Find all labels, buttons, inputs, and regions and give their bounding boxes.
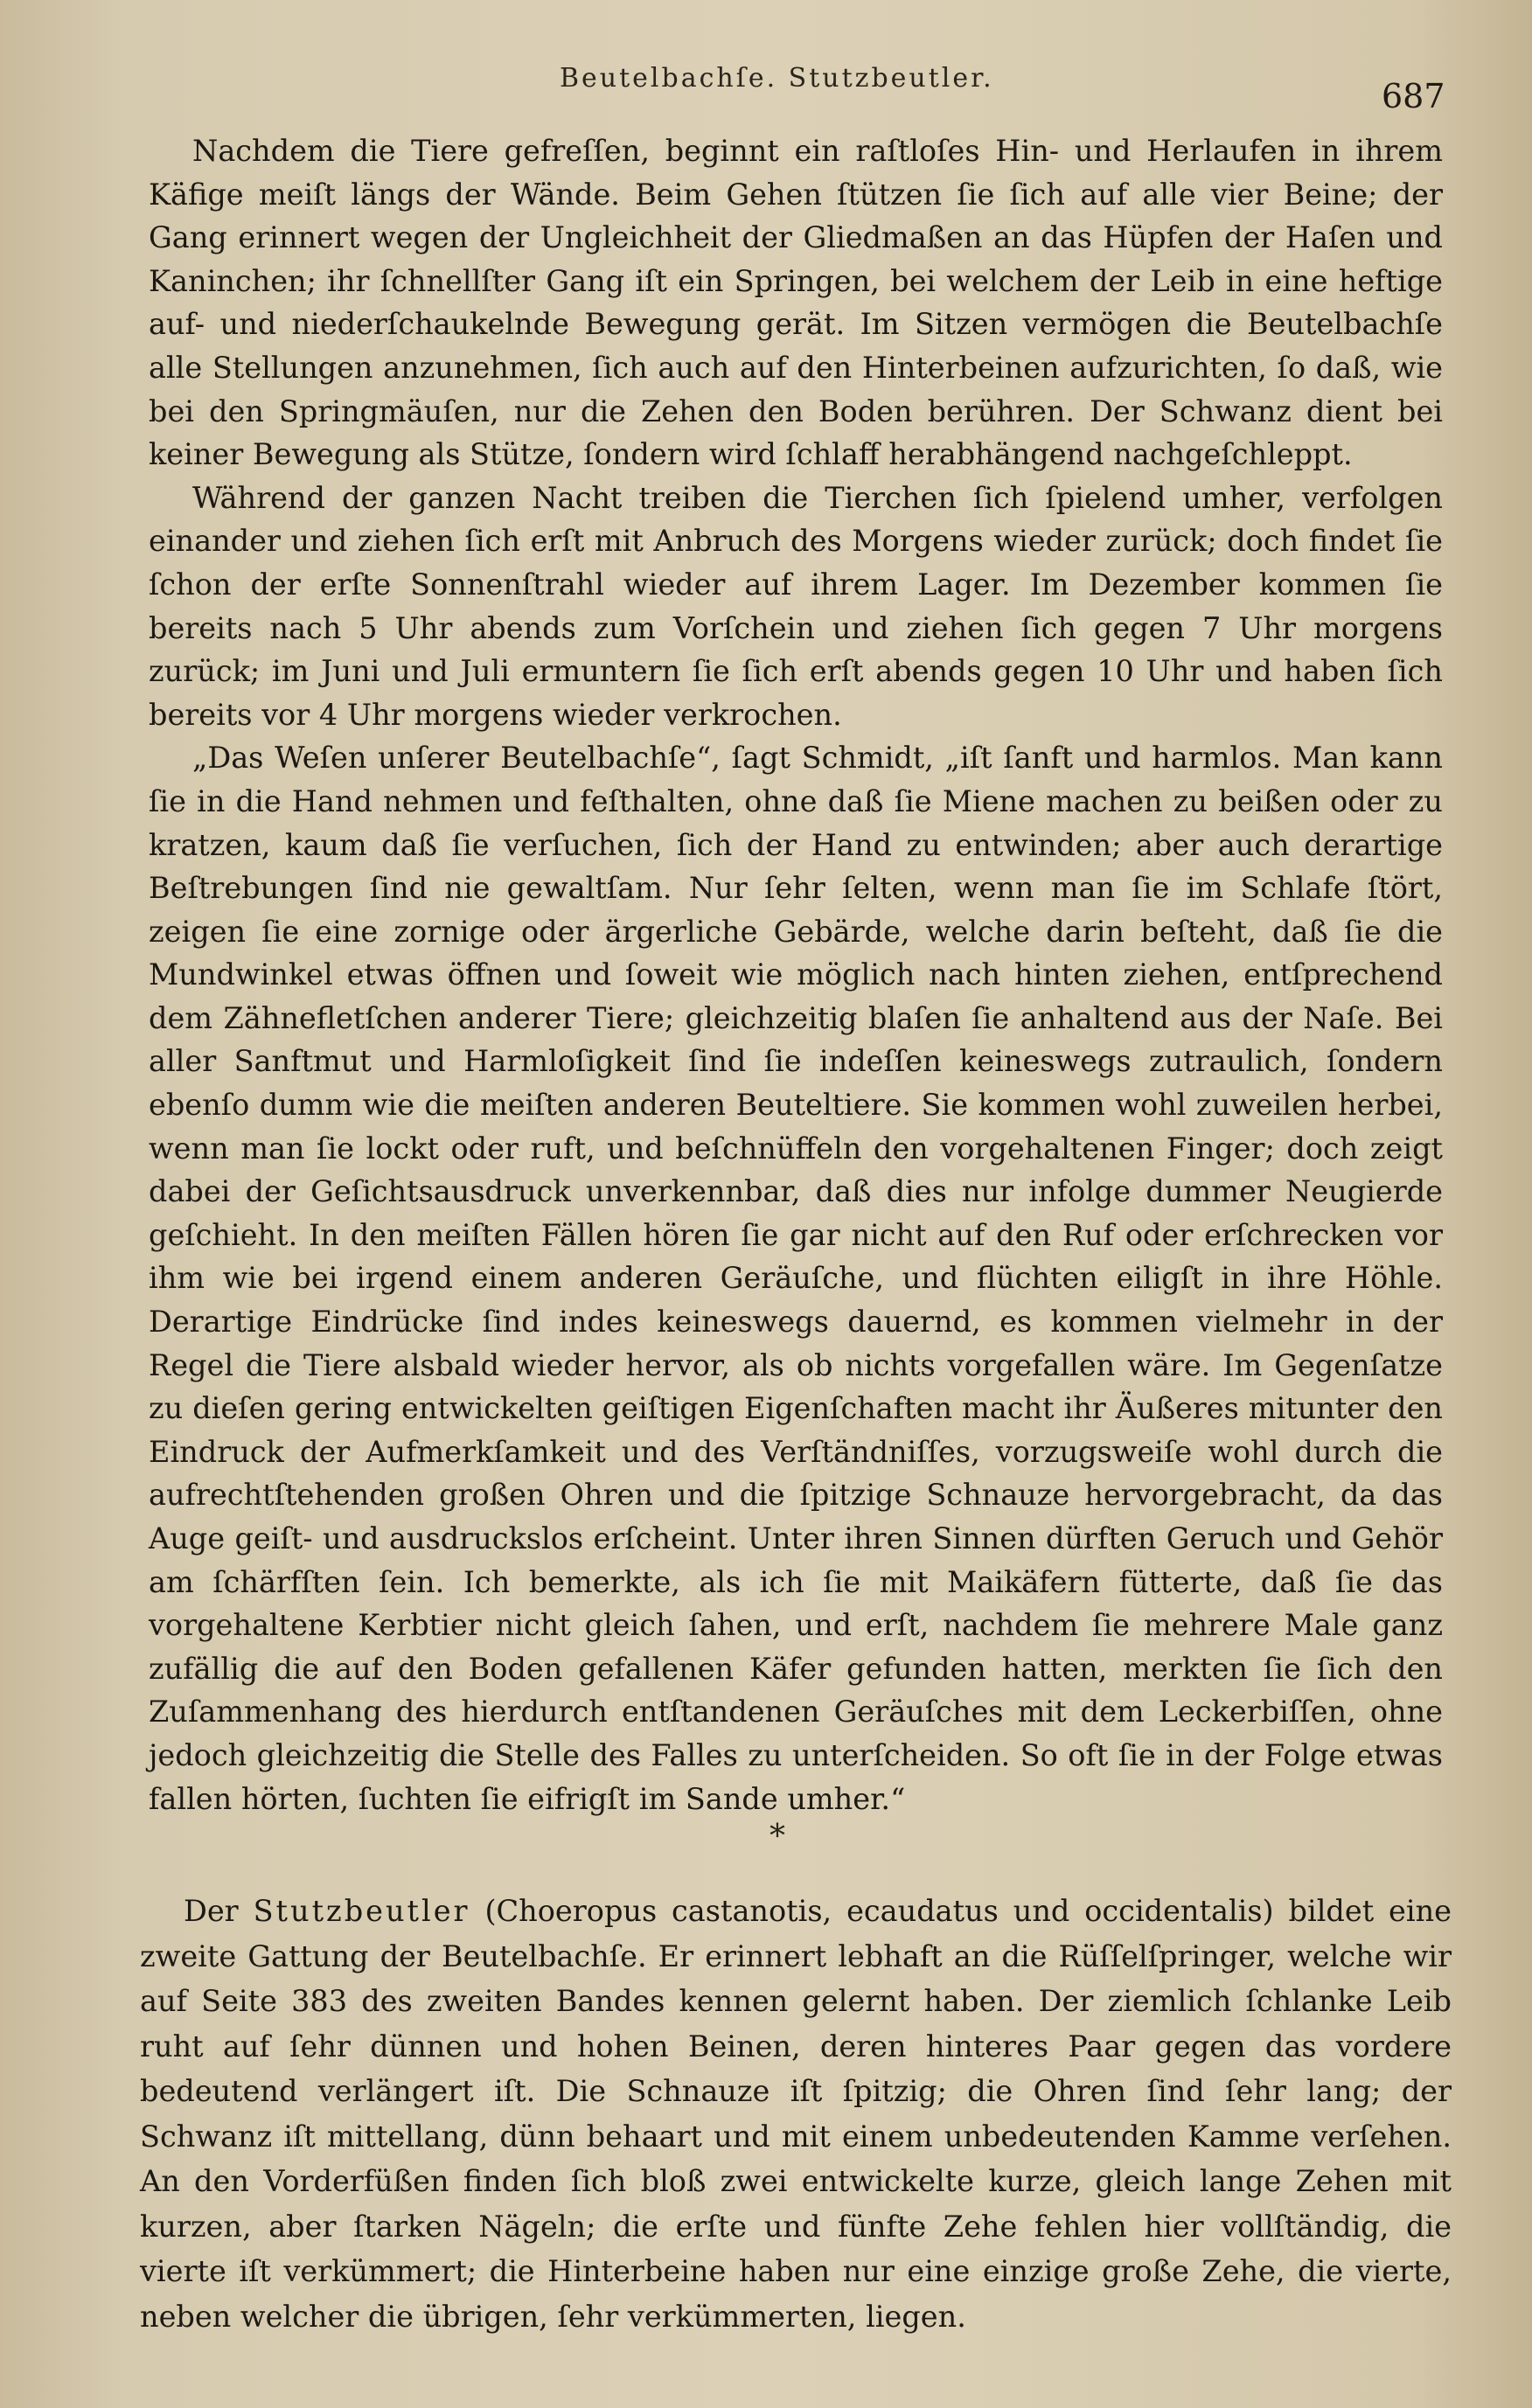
latin-names: (Choeropus castanotis, ecaudatus und occidentalis): [484, 1894, 1274, 1928]
paragraph-stutzbeutler: [140, 1889, 1452, 2339]
section-separator-asterisk: *: [769, 1819, 785, 1855]
species-name: Stutzbeutler: [253, 1894, 470, 1928]
main-text-block: [149, 129, 1443, 1820]
section-body-text: bildet eine zweite Gattung der Beutelbachſe. Er erinnert lebhaft an die Rüſſelſpringer, welche wir auf Seite 383 des zweiten Bandes kennen gelernt haben. Der ziemlich ſchlanke Leib ruht auf ſehr dünnen und hohen Beinen, deren hinteres Paar gegen das vordere bedeutend verlängert iſt. Die Schnauze iſt ſpitzig; die Ohren ſind ſehr lang; der Schwanz iſt mittellang, dünn behaart und mit einem unbedeutenden Kamme verſehen. An den Vorderfüßen finden ſich bloß zwei entwickelte kurze, gleich lange Zehen mit kurzen, aber ſtarken Nägeln; die erſte und fünfte Zehe fehlen hier vollſtändig, die vierte iſt verkümmert; die Hinterbeine haben nur eine einzige große Zehe, die vierte, neben welcher die übrigen, ſehr verkümmerten, liegen.: [140, 1894, 1452, 2334]
section-intro-word: Der: [184, 1894, 239, 1928]
paragraph-2: Während der ganzen Nacht treiben die Tierchen ſich ſpielend umher, verfolgen einander und ziehen ſich erſt mit Anbruch des Morgens wieder zurück; doch findet ſie ſchon der erſte Sonnenſtrahl wieder auf ihrem Lager. Im Dezember kommen ſie bereits nach 5 Uhr abends zum Vorſchein und ziehen ſich gegen 7 Uhr morgens zurück; im Juni und Juli ermuntern ſie ſich erſt abends gegen 10 Uhr und haben ſich bereits vor 4 Uhr morgens wieder verkrochen.: [149, 480, 1443, 732]
stutzbeutler-section: [140, 1889, 1452, 2339]
page-number: 687: [1382, 77, 1445, 115]
paragraph-1: Nachdem die Tiere gefreſſen, beginnt ein raſtloſes Hin- und Herlaufen in ihrem Käfige meiſt längs der Wände. Beim Gehen ſtützen ſie ſich auf alle vier Beine; der Gang erinnert wegen der Ungleichheit der Gliedmaßen an das Hüpfen der Haſen und Kaninchen; ihr ſchnellſter Gang iſt ein Springen, bei welchem der Leib in eine heftige auf- und niederſchaukelnde Bewegung gerät. Im Sitzen vermögen die Beutelbachſe alle Stellungen anzunehmen, ſich auch auf den Hinterbeinen aufzurichten, ſo daß, wie bei den Springmäuſen, nur die Zehen den Boden berühren. Der Schwanz dient bei keiner Bewegung als Stütze, ſondern wird ſchlaff herabhängend nachgeſchleppt.: [149, 134, 1443, 472]
running-head: Beutelbachſe. Stutzbeutler.: [560, 63, 994, 94]
paragraph-3-quote: „Das Weſen unſerer Beutelbachſe“, ſagt Schmidt, „iſt ſanft und harmlos. Man kann ſie in die Hand nehmen und feſthalten, ohne daß ſie Miene machen zu beißen oder zu kratzen, kaum daß ſie verſuchen, ſich der Hand zu entwinden; aber auch derartige Beſtrebungen ſind nie gewaltſam. Nur ſehr ſelten, wenn man ſie im Schlafe ſtört, zeigen ſie eine zornige oder ärgerliche Gebärde, welche darin beſteht, daß ſie die Mundwinkel etwas öffnen und ſoweit wie möglich nach hinten ziehen, entſprechend dem Zähnefletſchen anderer Tiere; gleichzeitig blaſen ſie anhaltend aus der Naſe. Bei aller Sanftmut und Harmloſigkeit ſind ſie indeſſen keineswegs zutraulich, ſondern ebenſo dumm wie die meiſten anderen Beuteltiere. Sie kommen wohl zuweilen herbei, wenn man ſie lockt oder ruft, und beſchnüffeln den vorgehaltenen Finger; doch zeigt dabei der Geſichtsausdruck unverkennbar, daß dies nur infolge dummer Neugierde geſchieht. In den meiſten Fällen hören ſie gar nicht auf den Ruf oder erſchrecken vor ihm wie bei irgend einem anderen Geräuſche, und flüchten eiligſt in ihre Höhle. Derartige Eindrücke ſind indes keineswegs dauernd, es kommen vielmehr in der Regel die Tiere alsbald wieder hervor, als ob nichts vorgefallen wäre. Im Gegenſatze zu dieſen gering entwickelten geiſtigen Eigenſchaften macht ihr Äußeres mitunter den Eindruck der Aufmerkſamkeit und des Verſtändniſſes, vorzugsweiſe wohl durch die aufrechtſtehenden großen Ohren und die ſpitzige Schnauze hervorgebracht, da das Auge geiſt- und ausdruckslos erſcheint. Unter ihren Sinnen dürften Geruch und Gehör am ſchärfſten ſein. Ich bemerkte, als ich ſie mit Maikäfern fütterte, daß ſie das vorgehaltene Kerbtier nicht gleich ſahen, und erſt, nachdem ſie mehrere Male ganz zufällig die auf den Boden gefallenen Käfer gefunden hatten, merkten ſie ſich den Zuſammenhang des hierdurch entſtandenen Geräuſches mit dem Leckerbiſſen, ohne jedoch gleichzeitig die Stelle des Falles zu unterſcheiden. So oft ſie in der Folge etwas fallen hörten, ſuchten ſie eifrigſt im Sande umher.“: [149, 741, 1443, 1816]
